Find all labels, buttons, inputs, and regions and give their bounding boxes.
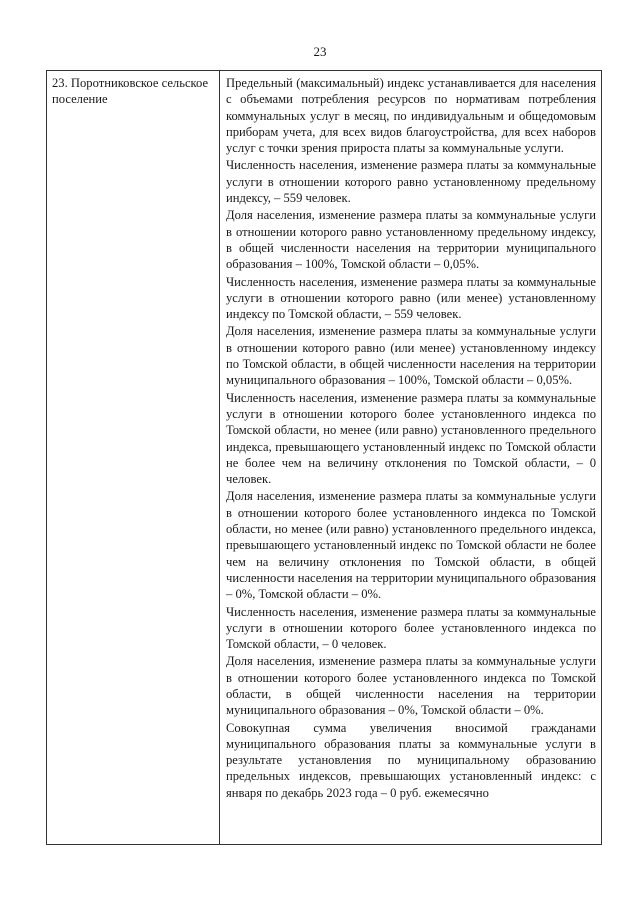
page-number: 23 [313, 44, 327, 59]
paragraph-population-equal-limit: Численность населения, изменение размера платы за коммунальные услуги в отношении которого равно установленному предельному индексу, – 559 человек. [226, 158, 596, 206]
index-description-cell [226, 75, 596, 802]
paragraph-population-within-deviation: Численность населения, изменение размера платы за коммунальные услуги в отношении которого более установленного индекса по Томской области, но менее (или равно) установленного предельного индекса, превышающего установленный индекс по Томской области не более чем на величину отклонения по Томской области, – 0 человек. [226, 390, 596, 487]
paragraph-population-above-regional: Численность населения, изменение размера платы за коммунальные услуги в отношении которого более установленного индекса по Томской области, – 0 человек. [226, 604, 596, 652]
paragraph-population-equal-or-less-regional: Численность населения, изменение размера платы за коммунальные услуги в отношении которого равно (или менее) установленному индексу по Томской области, – 559 человек. [226, 274, 596, 322]
settlement-table [46, 70, 602, 845]
paragraph-share-equal-or-less-regional: Доля населения, изменение размера платы за коммунальные услуги в отношении которого равно (или менее) установленному индексу по Томской области, в общей численности населения на территории муниципального образования – 100%, Томской области – 0,05%. [226, 324, 596, 388]
paragraph-share-within-deviation: Доля населения, изменение размера платы за коммунальные услуги в отношении которого более установленного индекса по Томской области, но менее (или равно) установленного предельного индекса, превышающего установленный индекс по Томской области не более чем на величину отклонения по Томской области, в общей численности населения на территории муниципального образования – 0%, Томской области – 0%. [226, 489, 596, 602]
paragraph-total-increase: Совокупная сумма увеличения вносимой гражданами муниципального образования платы за коммунальные услуги в результате установления по муниципальному образованию предельных индексов, превышающих установленный индекс: с января по декабрь 2023 года – 0 руб. ежемесячно [226, 720, 596, 800]
settlement-name-cell: 23. Поротниковское сельское поселение [52, 76, 209, 107]
paragraph-share-above-regional: Доля населения, изменение размера платы за коммунальные услуги в отношении которого более установленного индекса по Томской области, в общей численности населения на территории муниципального образования – 0%, Томской области – 0%. [226, 654, 596, 718]
paragraph-index-definition: Предельный (максимальный) индекс устанавливается для населения с объемами потребления ресурсов по нормативам потребления коммунальных услуг в месяц, по индивидуальным и общедомовым приборам учета, для всех видов благоустройства, для всех наборов услуг с точки зрения прироста платы за коммунальные услуги. [226, 76, 596, 156]
paragraph-share-equal-limit: Доля населения, изменение размера платы за коммунальные услуги в отношении которого равно установленному предельному индексу, в общей численности населения на территории муниципального образования – 100%, Томской области – 0,05%. [226, 208, 596, 272]
column-divider [219, 71, 220, 844]
